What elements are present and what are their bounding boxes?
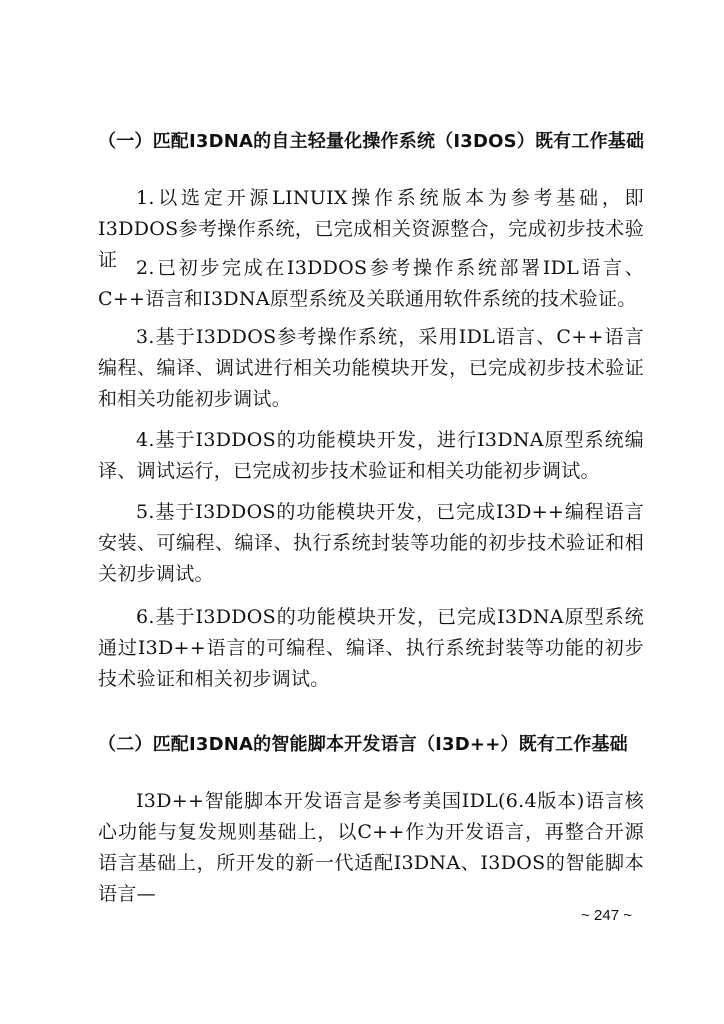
section-1-paragraph-5: 5.基于I3DDOS的功能模块开发，已完成I3D++编程语言安装、可编程、编译、执行系统封装等功能的初步技术验证和相关初步调试。 bbox=[98, 501, 644, 585]
section-1-heading: （一）匹配I3DNA的自主轻量化操作系统（I3DOS）既有工作基础 bbox=[98, 131, 645, 152]
section-2-heading: （二）匹配I3DNA的智能脚本开发语言（I3D++）既有工作基础 bbox=[98, 734, 628, 755]
section-1-paragraph-3: 3.基于I3DDOS参考操作系统，采用IDL语言、C++语言编程、编译、调试进行相关功能模块开发，已完成初步技术验证和相关功能初步调试。 bbox=[98, 326, 644, 410]
section-1-paragraph-2: 2.已初步完成在I3DDOS参考操作系统部署IDL语言、C++语言和I3DNA原型系统及关联通用软件系统的技术验证。 bbox=[98, 257, 644, 310]
section-1-paragraph-1: 1.以选定开源LINUIX操作系统版本为参考基础，即I3DDOS参考操作系统，已完成相关资源整合，完成初步技术验证 bbox=[98, 187, 644, 271]
section-1-paragraph-6: 6.基于I3DDOS的功能模块开发，已完成I3DNA原型系统通过I3D++语言的可编程、编译、执行系统封装等功能的初步技术验证和相关初步调试。 bbox=[98, 606, 644, 690]
page-number: ~ 247 ~ bbox=[581, 907, 632, 924]
section-2-paragraph-1: I3D++智能脚本开发语言是参考美国IDL(6.4版本)语言核心功能与复发规则基础上，以C++作为开发语言，再整合开源语言基础上，所开发的新一代适配I3DNA、I3DOS的智能脚本语言— bbox=[98, 790, 644, 905]
section-1-paragraph-4: 4.基于I3DDOS的功能模块开发，进行I3DNA原型系统编译、调试运行，已完成初步技术验证和相关功能初步调试。 bbox=[98, 429, 644, 482]
